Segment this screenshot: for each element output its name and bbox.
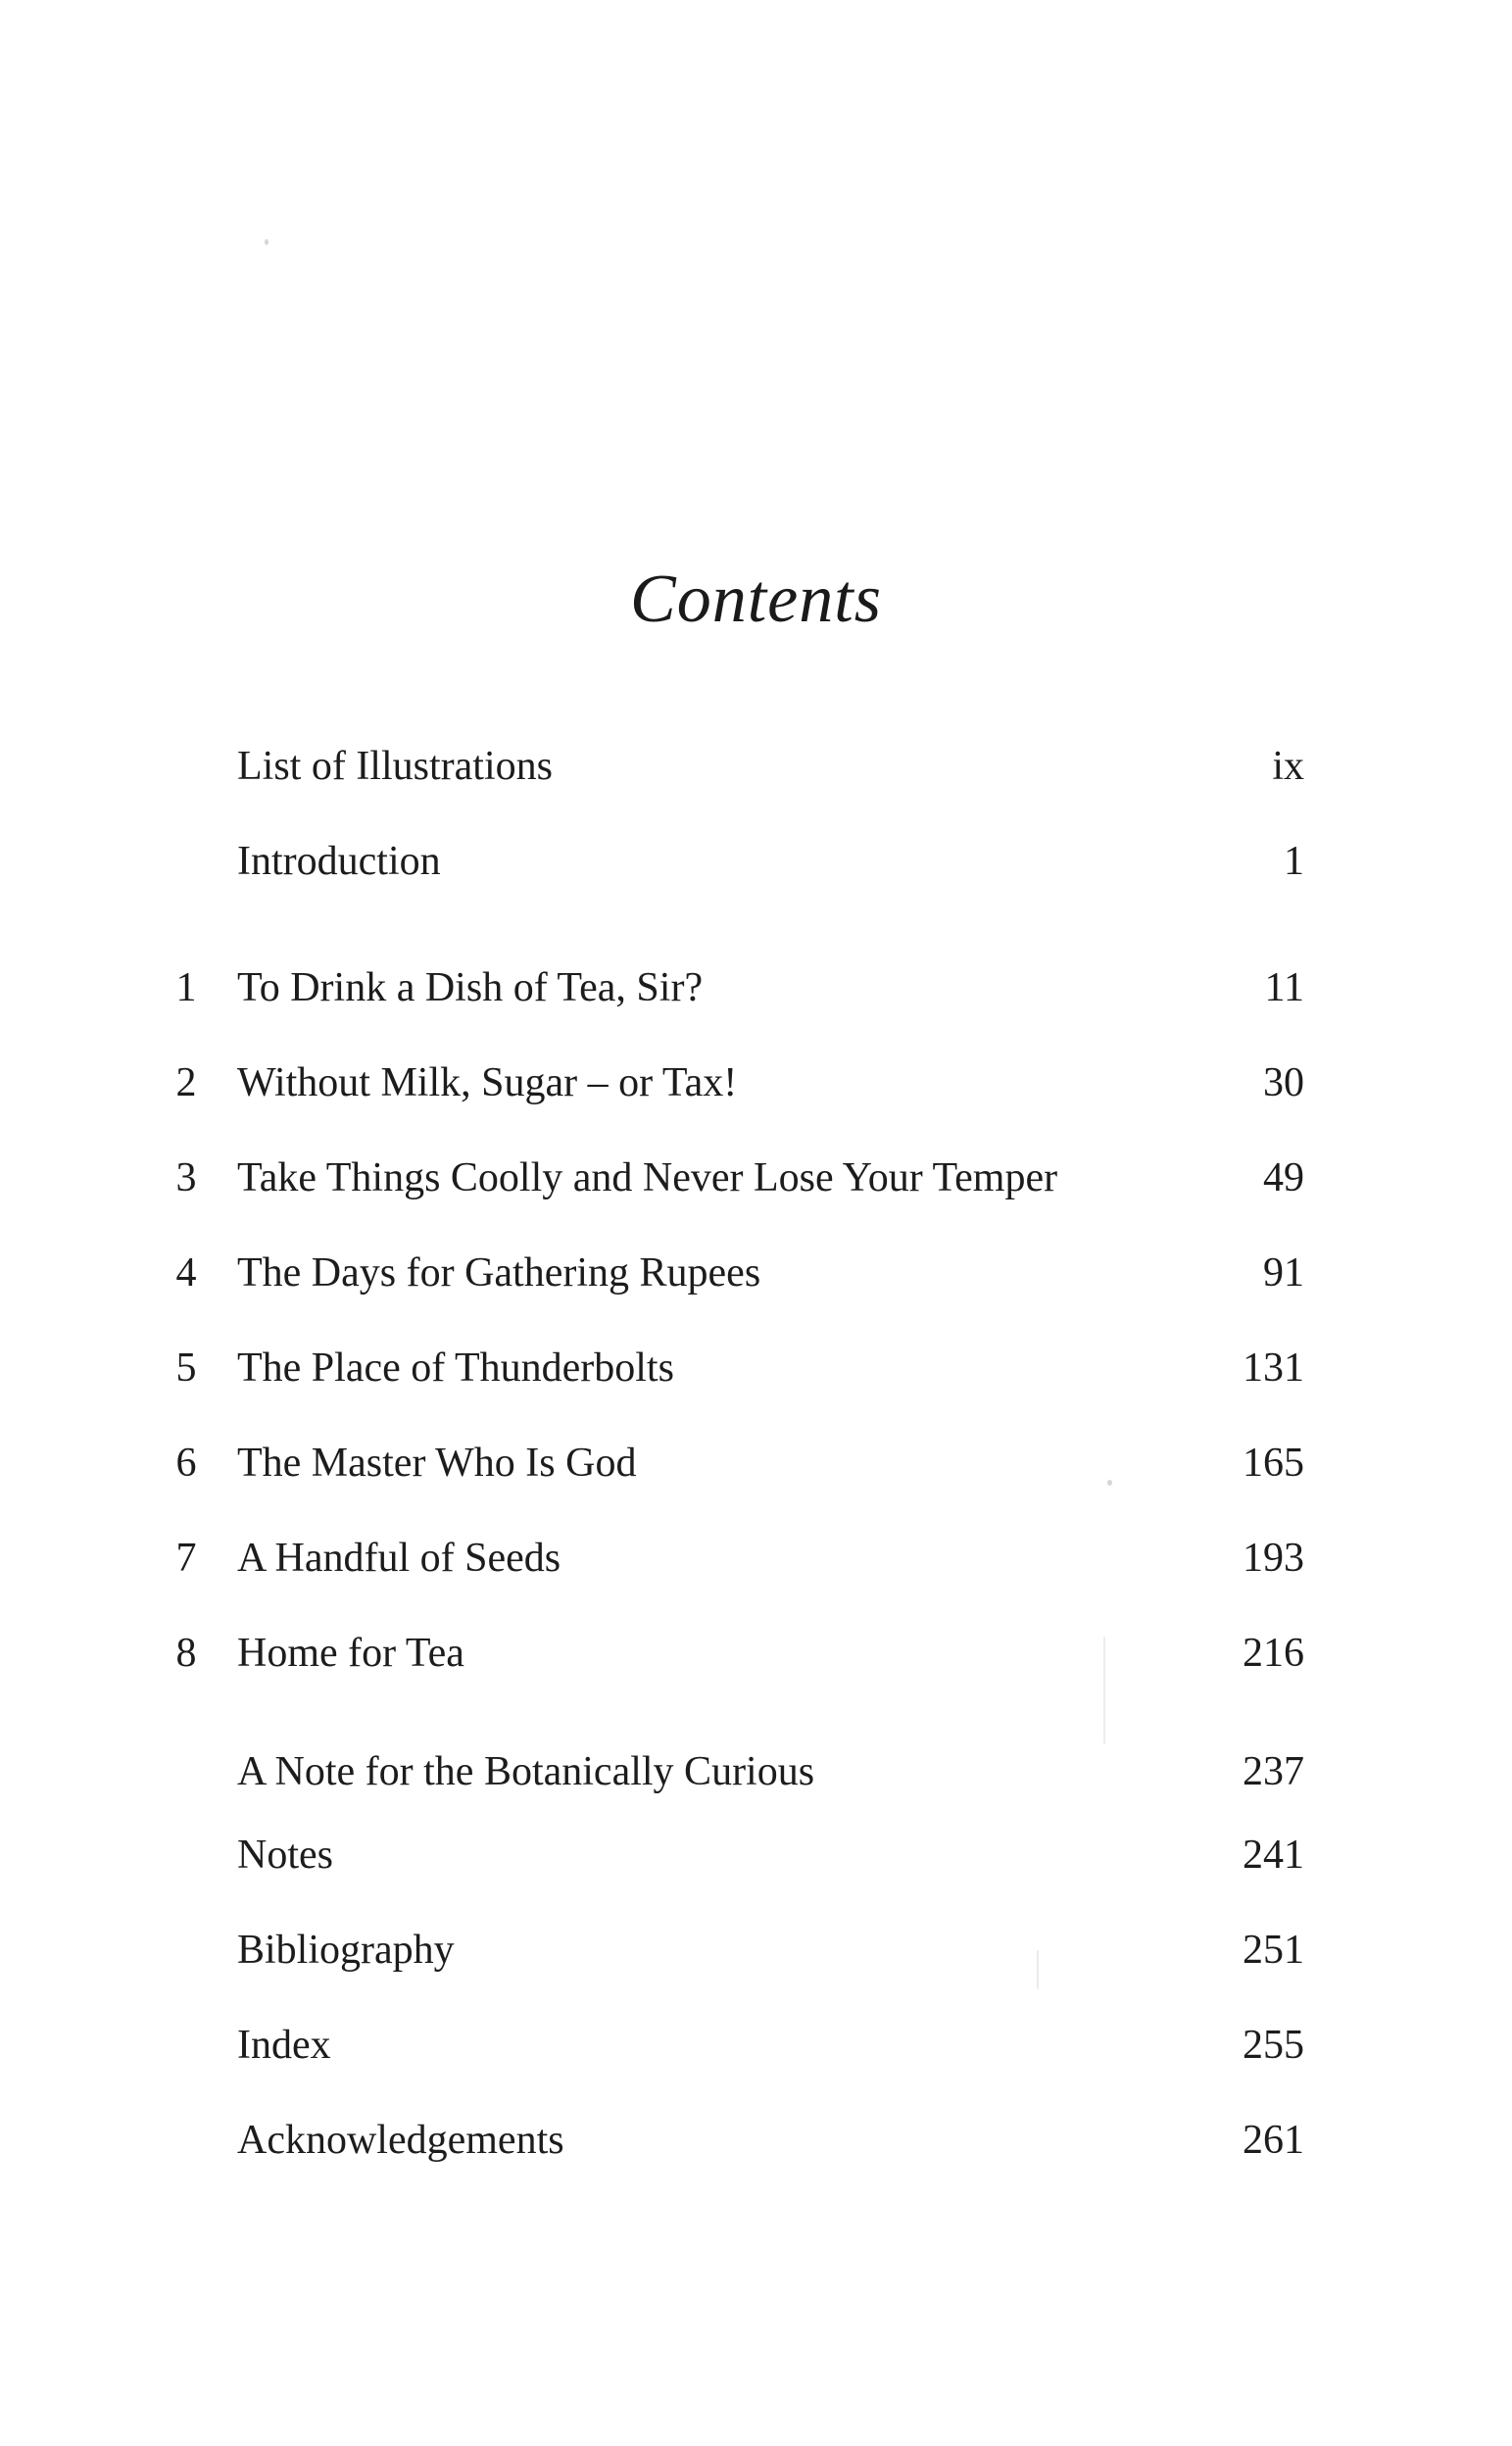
toc-entry-page: 165 xyxy=(1243,1441,1304,1486)
toc-entry-label: The Master Who Is God xyxy=(237,1441,637,1486)
toc-entry-label: The Days for Gathering Rupees xyxy=(237,1250,761,1296)
chapter-number: 8 xyxy=(175,1631,197,1676)
toc-entry-label: Notes xyxy=(237,1833,333,1878)
toc-entry-page: 11 xyxy=(1264,965,1304,1010)
toc-entry-notes[interactable] xyxy=(0,1826,1512,1884)
toc-entry-page: 216 xyxy=(1243,1631,1304,1676)
toc-entry-label: Introduction xyxy=(237,839,441,884)
toc-entry-label: Home for Tea xyxy=(237,1631,464,1676)
toc-entry-page: ix xyxy=(1272,744,1304,789)
scan-speck xyxy=(265,239,268,245)
toc-entry-label: Take Things Coolly and Never Lose Your Temper xyxy=(237,1155,1058,1200)
toc-chapter-4[interactable] xyxy=(0,1244,1512,1302)
chapter-number: 5 xyxy=(175,1345,197,1391)
scan-speck xyxy=(1107,1480,1112,1486)
toc-entry-label: Acknowledgements xyxy=(237,2118,564,2163)
toc-entry-page: 30 xyxy=(1263,1060,1304,1105)
toc-entry-page: 193 xyxy=(1243,1536,1304,1581)
toc-entry-list-of-illustrations[interactable] xyxy=(0,737,1512,796)
toc-entry-label: A Note for the Botanically Curious xyxy=(237,1749,815,1794)
chapter-number: 2 xyxy=(175,1060,197,1105)
toc-entry-acknowledgements[interactable] xyxy=(0,2111,1512,2170)
toc-entry-page: 261 xyxy=(1243,2118,1304,2163)
toc-entry-bibliography[interactable] xyxy=(0,1921,1512,1980)
toc-entry-label: To Drink a Dish of Tea, Sir? xyxy=(237,965,704,1010)
toc-entry-page: 241 xyxy=(1243,1833,1304,1878)
chapter-number: 7 xyxy=(175,1536,197,1581)
toc-entry-page: 251 xyxy=(1243,1928,1304,1973)
toc-entry-page: 49 xyxy=(1263,1155,1304,1200)
toc-entry-label: The Place of Thunderbolts xyxy=(237,1345,674,1391)
toc-chapter-6[interactable] xyxy=(0,1434,1512,1492)
toc-entry-page: 1 xyxy=(1284,839,1304,884)
toc-entry-page: 237 xyxy=(1243,1749,1304,1794)
chapter-number: 3 xyxy=(175,1155,197,1200)
toc-entry-page: 91 xyxy=(1263,1250,1304,1296)
toc-entry-label: List of Illustrations xyxy=(237,744,553,789)
toc-entry-label: A Handful of Seeds xyxy=(237,1536,561,1581)
chapter-number: 1 xyxy=(175,965,197,1010)
page-title: Contents xyxy=(630,562,882,637)
toc-entry-page: 255 xyxy=(1243,2023,1304,2068)
toc-entry-label: Without Milk, Sugar – or Tax! xyxy=(237,1060,738,1105)
scan-speck xyxy=(1037,1950,1039,1989)
toc-chapter-7[interactable] xyxy=(0,1529,1512,1588)
toc-chapter-5[interactable] xyxy=(0,1339,1512,1397)
toc-chapter-8[interactable] xyxy=(0,1624,1512,1683)
chapter-number: 4 xyxy=(175,1250,197,1296)
chapter-number: 6 xyxy=(175,1441,197,1486)
toc-chapter-1[interactable] xyxy=(0,958,1512,1017)
scan-speck xyxy=(1103,1637,1105,1744)
toc-entry-botanical-note[interactable] xyxy=(0,1742,1512,1801)
toc-entry-label: Bibliography xyxy=(237,1928,455,1973)
toc-chapter-2[interactable] xyxy=(0,1053,1512,1112)
toc-entry-introduction[interactable] xyxy=(0,832,1512,891)
toc-entry-label: Index xyxy=(237,2023,331,2068)
toc-chapter-3[interactable] xyxy=(0,1149,1512,1207)
toc-entry-index[interactable] xyxy=(0,2016,1512,2075)
toc-entry-page: 131 xyxy=(1243,1345,1304,1391)
